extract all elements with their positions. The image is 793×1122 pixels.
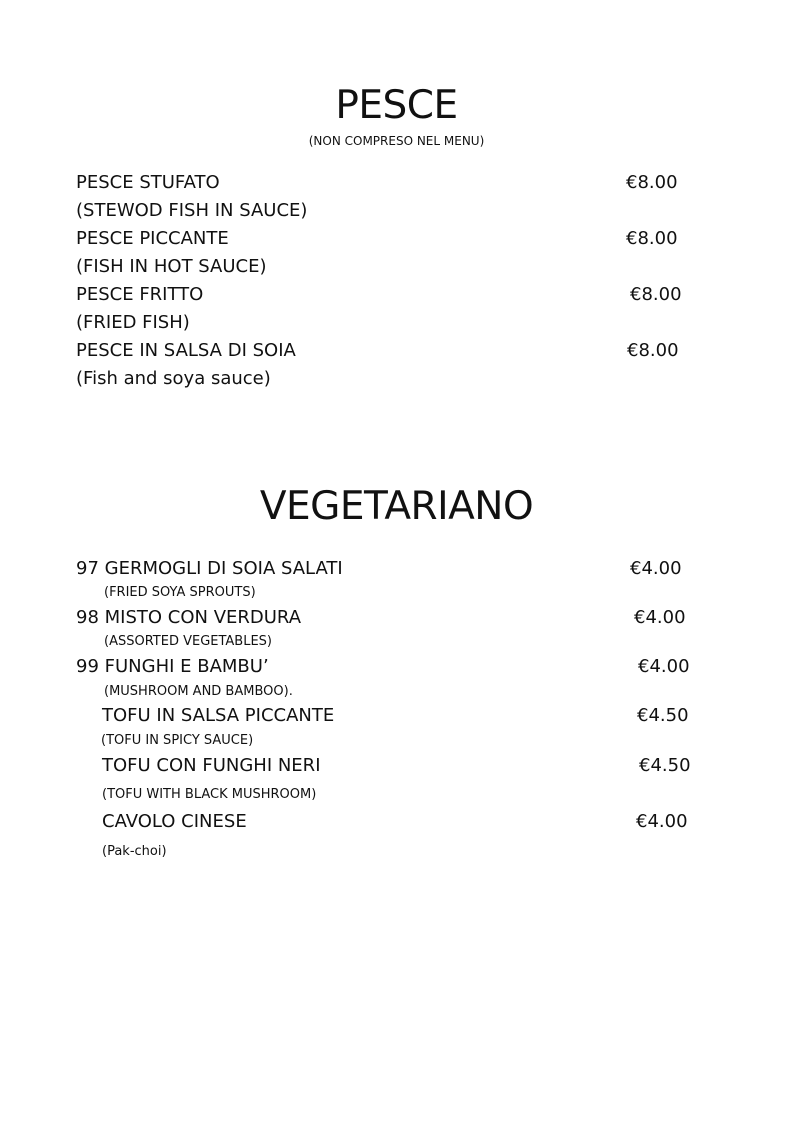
menu-item-name: 97 GERMOGLI DI SOIA SALATI: [76, 558, 343, 579]
menu-item-description: (FISH IN HOT SAUCE): [76, 256, 267, 277]
menu-item-description: (FRIED FISH): [76, 312, 190, 333]
menu-item-price: €4.00: [638, 656, 690, 677]
menu-item-price: €4.00: [636, 811, 688, 832]
menu-item-description: (Fish and soya sauce): [76, 368, 271, 389]
menu-item-description: (Pak-choi): [102, 844, 167, 859]
menu-item-name: PESCE PICCANTE: [76, 228, 229, 249]
menu-item-name: TOFU IN SALSA PICCANTE: [102, 705, 335, 726]
menu-item-price: €8.00: [626, 228, 678, 249]
menu-item-price: €4.00: [630, 558, 682, 579]
menu-item-name: TOFU CON FUNGHI NERI: [102, 755, 321, 776]
menu-item-name: 99 FUNGHI E BAMBU’: [76, 656, 269, 677]
menu-item-name: PESCE STUFATO: [76, 172, 220, 193]
menu-item-name: PESCE FRITTO: [76, 284, 204, 305]
menu-item-price: €4.50: [637, 705, 689, 726]
section-title-vegetariano: VEGETARIANO: [259, 484, 534, 529]
section-title-pesce: PESCE: [335, 83, 458, 128]
menu-item-description: (MUSHROOM AND BAMBOO).: [104, 684, 293, 699]
menu-item-description: (FRIED SOYA SPROUTS): [104, 585, 256, 600]
section-subtitle-pesce: (NON COMPRESO NEL MENU): [308, 134, 485, 148]
menu-item-price: €4.00: [634, 607, 686, 628]
menu-item-price: €8.00: [626, 172, 678, 193]
menu-item-name: CAVOLO CINESE: [102, 811, 247, 832]
menu-item-price: €4.50: [639, 755, 691, 776]
menu-item-description: (TOFU IN SPICY SAUCE): [101, 733, 254, 748]
menu-item-price: €8.00: [627, 340, 679, 361]
menu-item-name: 98 MISTO CON VERDURA: [76, 607, 302, 628]
menu-item-price: €8.00: [630, 284, 682, 305]
menu-item-description: (ASSORTED VEGETABLES): [104, 634, 273, 649]
menu-item-name: PESCE IN SALSA DI SOIA: [76, 340, 296, 361]
menu-item-description: (STEWOD FISH IN SAUCE): [76, 200, 308, 221]
menu-item-description: (TOFU WITH BLACK MUSHROOM): [102, 787, 317, 802]
